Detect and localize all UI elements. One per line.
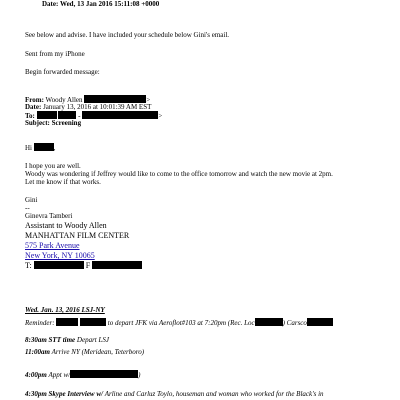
fwd-to-label: To: <box>25 112 35 120</box>
fwd-date-value: January 13, 2016 at 10:01:39 AM EST <box>43 103 152 111</box>
signature-street-link[interactable]: 575 Park Avenue <box>25 241 80 250</box>
redaction-block <box>37 111 57 119</box>
fwd-date-label: Date: <box>25 103 42 111</box>
body-line-1: I hope you are well. <box>25 162 81 170</box>
redaction-block <box>80 318 106 326</box>
body-line-2: Woody was wondering if Jeffrey would like to come to the office tomorrow and watch the new movie at 2pm. <box>25 170 333 178</box>
signature-name: Ginevra Tamberi <box>25 212 73 220</box>
signoff-line: Gini <box>25 196 38 204</box>
signature-phone-row <box>25 261 142 271</box>
item2-text: Arrive NY (Meridean, Teterboro) <box>51 348 145 356</box>
schedule-item-1 <box>25 336 109 345</box>
fax-label: F <box>85 261 91 270</box>
schedule-item-4 <box>25 390 324 399</box>
redaction-block <box>70 370 141 379</box>
signature-title: Assistant to Woody Allen <box>25 221 107 230</box>
redaction-block <box>84 95 146 103</box>
fwd-subject-label: Subject: <box>25 119 50 127</box>
reminder-text: to depart JFK via Aeroflot#103 at 7:20pm (Rec. Loc <box>107 319 255 327</box>
item3-text: Appt w/ <box>48 371 71 379</box>
schedule-reminder-row <box>25 318 333 328</box>
item3-time: 4:00pm <box>25 371 47 379</box>
signature-company: MANHATTAN FILM CENTER <box>25 231 130 240</box>
greeting-text: Hi <box>25 144 32 152</box>
phone-label: T: <box>25 261 32 270</box>
signature-city-link[interactable]: New York, NY 10065 <box>25 251 95 260</box>
item3-close: ) <box>138 371 141 379</box>
fwd-from-value: Woody Allen <box>45 96 83 104</box>
fwd-subject-row <box>25 119 81 128</box>
item2-time: 11:00am <box>25 348 50 356</box>
redaction-block <box>34 261 84 269</box>
signature-separator: -- <box>25 204 30 212</box>
greeting-line <box>25 143 56 153</box>
item1-text: Depart LSJ <box>76 336 110 344</box>
schedule-item-2 <box>25 348 144 357</box>
header-date-label: Date: <box>42 0 59 8</box>
fwd-from-label: From: <box>25 96 44 104</box>
fwd-from-suffix: > <box>146 96 151 104</box>
header-date <box>42 0 159 9</box>
item1-time: 8:30am STT time <box>25 336 76 344</box>
redaction-block <box>255 318 283 326</box>
sent-from-line: Sent from my iPhone <box>25 50 85 58</box>
greeting-punct: , <box>53 144 56 152</box>
redaction-block <box>92 261 142 269</box>
reminder-tail: Carsco <box>286 319 307 327</box>
schedule-item-3 <box>25 370 140 380</box>
redaction-block <box>82 111 158 119</box>
reminder-close: ) <box>282 319 285 327</box>
header-date-value: Wed, 13 Jan 2016 15:11:08 +0000 <box>59 0 160 8</box>
fwd-to-sep: - <box>78 112 81 120</box>
reminder-label: Reminder: <box>25 319 55 327</box>
body-line-3: Let me know if that works. <box>25 178 101 186</box>
intro-line: See below and advise. I have included your schedule below Gini's email. <box>25 31 230 39</box>
schedule-date-heading: Wed. Jan. 13, 2016 LSJ-NY <box>25 306 105 314</box>
forwarded-line: Begin forwarded message: <box>25 68 100 76</box>
fwd-to-suffix: > <box>158 112 163 120</box>
redaction-block <box>34 143 54 151</box>
redaction-block <box>307 318 333 326</box>
redaction-block <box>56 318 78 326</box>
fwd-subject-value: Screening <box>51 119 82 127</box>
item4-text: Arline and Carluz Toylo, houseman and woman who worked for the Black's in <box>104 390 324 398</box>
item4-time: 4:30pm Skype Interview w/ <box>25 390 103 398</box>
redaction-block <box>58 111 76 119</box>
